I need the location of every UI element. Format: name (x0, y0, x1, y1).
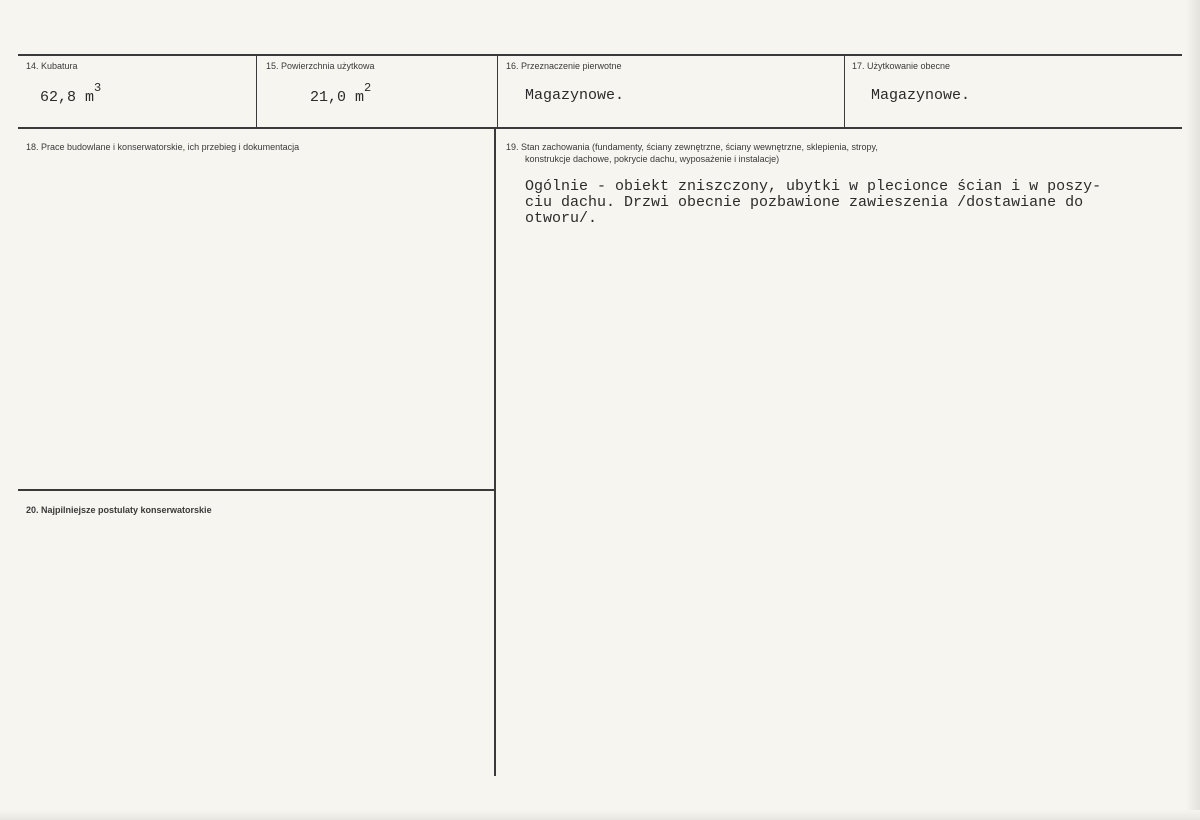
uzytkowanie-value: Magazynowe. (871, 87, 971, 104)
powierzchnia-label: 15. Powierzchnia użytkowa (266, 61, 375, 71)
stan-zachowania-label-line1: 19. Stan zachowania (fundamenty, ściany zewnętrzne, ściany wewnętrzne, sklepienia, stropy, (506, 142, 878, 152)
przeznaczenie-value: Magazynowe. (525, 87, 625, 104)
kubatura-label: 14. Kubatura (26, 61, 78, 71)
powierzchnia-number: 21,0 m (310, 89, 365, 106)
kubatura-number: 62,8 m (40, 89, 95, 106)
stan-zachowania-label-line2: konstrukcje dachowe, pokrycie dachu, wyposażenie i instalacje) (525, 154, 780, 164)
col-divider-1 (256, 55, 257, 128)
main-vertical-divider (494, 128, 496, 776)
col-divider-3 (844, 55, 845, 128)
card-edge-shadow-bottom (0, 810, 1200, 820)
card-edge-shadow-right (1186, 0, 1200, 820)
przeznaczenie-label: 16. Przeznaczenie pierwotne (506, 61, 622, 71)
powierzchnia-value (310, 81, 372, 106)
uzytkowanie-label: 17. Użytkowanie obecne (852, 61, 951, 71)
row1-bottom-rule (18, 127, 1182, 129)
postulaty-label: 20. Najpilniejsze postulaty konserwatorskie (26, 505, 212, 515)
stan-zachowania-text-line3: otworu/. (525, 210, 598, 227)
stan-zachowania-text-line1: Ogólnie - obiekt zniszczony, ubytki w plecionce ścian i w poszy- (525, 178, 1102, 195)
powierzchnia-unit-exponent: 2 (364, 81, 372, 95)
kubatura-unit-exponent: 3 (94, 81, 102, 95)
left-column-divider-rule (18, 489, 496, 491)
top-rule (18, 54, 1182, 56)
prace-budowlane-label: 18. Prace budowlane i konserwatorskie, ich przebieg i dokumentacja (26, 142, 300, 152)
col-divider-2 (497, 55, 498, 128)
kubatura-value (40, 81, 102, 106)
stan-zachowania-text-line2: ciu dachu. Drzwi obecnie pozbawione zawieszenia /dostawiane do (525, 194, 1084, 211)
